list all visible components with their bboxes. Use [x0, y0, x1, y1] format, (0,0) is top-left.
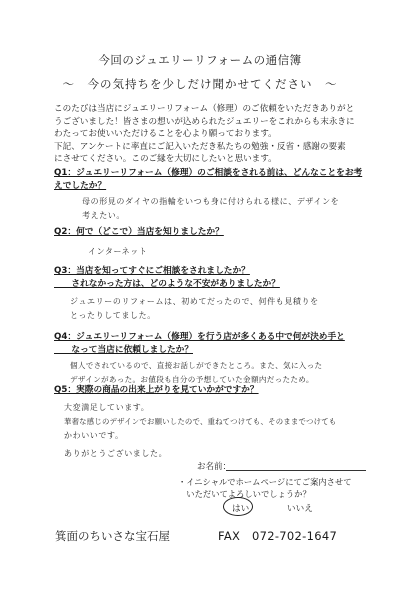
question-4 [54, 331, 345, 356]
consent-line: いただいてよろしいでしょうか？ [178, 489, 311, 500]
intro-paragraph [54, 103, 364, 166]
intro-line: 下記、アンケートに率直にご記入いただき私たちの勉強・反省・感謝の要素 [54, 141, 346, 152]
consent-line: ・イニシャルでホームページにてご案内させて [178, 477, 352, 487]
handwritten-answer: ありがとうございました。 [64, 449, 168, 458]
shop-name: 箕面のちいさな宝石屋 [55, 529, 170, 543]
consent-question [178, 476, 378, 501]
question-line: Q3：当店を知ってすぐにご相談をされましたか？ [54, 266, 250, 276]
handwritten-answer: 華奢な感じのデザインでお願いしたので、重ねてつけても、そのままでつけても [64, 417, 337, 426]
handwritten-answer: デザインがあった。お値段も自分の予想していた金額内だったため。 [70, 375, 314, 384]
question-line: なって当店に依頼しましたか？ [54, 344, 193, 355]
yes-option: はい [232, 504, 250, 514]
handwritten-answer: 大変満足しています。 [64, 403, 150, 412]
intro-line: わたってお使いいただけることを心より願っております。 [54, 129, 277, 140]
question-line: Q5：実際の商品の出来上がりを見ていかがですか？ [54, 385, 259, 395]
name-label: お名前： [197, 462, 232, 472]
question-line: Q2：何で（どこで）当店を知りましたか？ [54, 227, 224, 237]
no-option: いいえ [287, 504, 313, 514]
document-subtitle: 〜 今の気持ちを少しだけ聞かせてください 〜 [62, 77, 338, 91]
question-line: Q4：ジュエリーリフォーム（修理）を行う店が多くある中で何が決め手と [54, 332, 345, 342]
handwritten-answer: ジュエリーのリフォームは、初めてだったので、何件も見積りを [70, 297, 319, 306]
fax-number: FAX 072-702-1647 [218, 529, 338, 543]
intro-line: このたびは当店にジュエリーリフォーム（修理）のご依頼をいただきありがと [54, 104, 355, 114]
handwritten-answer: とったりしてました。 [70, 311, 156, 320]
handwritten-answer: 母の形見のダイヤの指輪をいつも身に付けられる様に、デザインを [82, 197, 340, 206]
handwritten-answer: インターネット [88, 247, 148, 256]
intro-line: にさせてください。このご縁を大切にしたいと思います。 [54, 154, 277, 165]
question-line: Q1：ジュエリーリフォーム（修理）のご相談をされる前は、どんなことをお考 [54, 168, 363, 178]
handwritten-answer: かわいいです。 [64, 431, 124, 440]
question-5 [54, 384, 259, 397]
question-2 [54, 226, 224, 239]
question-3 [54, 265, 280, 290]
question-line: えでしたか？ [54, 180, 107, 191]
intro-line: うございました！皆さまの想いが込められたジュエリーをこれからも末永きに [54, 116, 355, 127]
question-1 [54, 167, 362, 192]
handwritten-answer: 考えたい。 [82, 211, 125, 220]
question-line: されなかった方は、どのような不安がありましたか？ [54, 278, 280, 289]
document-title: 今回のジュエリーリフォームの通信簿 [98, 53, 302, 67]
handwritten-answer: 個人でされているので、直接お話しができたところ。また、気に入った [70, 361, 323, 370]
name-underline [226, 470, 366, 471]
